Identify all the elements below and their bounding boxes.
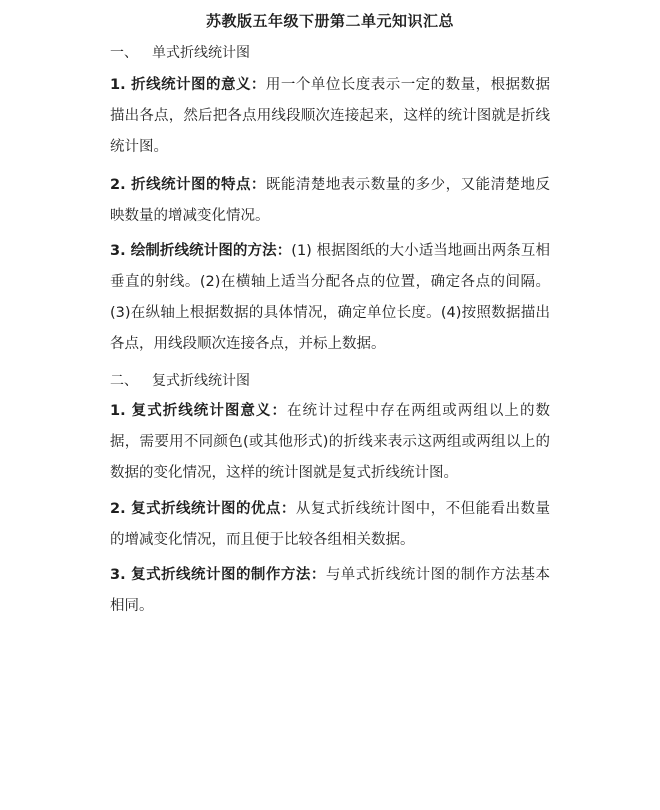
item-label: 2. 折线统计图的特点： — [110, 177, 266, 193]
section-heading-2 — [110, 370, 250, 392]
item-label: 3. 绘制折线统计图的方法： — [110, 243, 292, 259]
item-label: 2. 复式折线统计图的优点： — [110, 501, 296, 517]
section-heading-1 — [110, 42, 250, 64]
list-item — [110, 494, 550, 556]
item-label: 1. 复式折线统计图意义： — [110, 403, 287, 419]
item-text: 从复式折线统计图中，不但能看出数量的增减变化情况，而且便于比较各组相关数据。 — [110, 501, 550, 548]
list-item — [110, 236, 550, 360]
item-label: 1. 折线统计图的意义： — [110, 77, 266, 93]
section-title: 单式折线统计图 — [152, 45, 250, 61]
item-text: (1) 根据图纸的大小适当地画出两条互相垂直的射线。(2)在横轴上适当分配各点的位置，确定各点的间隔。(3)在纵轴上根据数据的具体情况，确定单位长度。(4)按照数据描出各点，用线段顺次连接各点，并标上数据。 — [110, 243, 550, 352]
item-text: 在统计过程中存在两组或两组以上的数据，需要用不同颜色(或其他形式)的折线来表示这两组或两组以上的数据的变化情况，这样的统计图就是复式折线统计图。 — [110, 403, 550, 481]
item-label: 3. 复式折线统计图的制作方法： — [110, 567, 326, 583]
section-title: 复式折线统计图 — [152, 373, 250, 389]
list-item — [110, 560, 550, 622]
list-item — [110, 170, 550, 232]
list-item — [110, 70, 550, 163]
section-number: 二、 — [110, 373, 138, 389]
item-text: 既能清楚地表示数量的多少，又能清楚地反映数量的增减变化情况。 — [110, 177, 550, 224]
list-item — [110, 396, 550, 489]
item-text: 用一个单位长度表示一定的数量，根据数据描出各点，然后把各点用线段顺次连接起来，这样的统计图就是折线统计图。 — [110, 77, 550, 155]
document-title: 苏教版五年级下册第二单元知识汇总 — [205, 12, 454, 30]
section-number: 一、 — [110, 45, 138, 61]
item-text: 与单式折线统计图的制作方法基本相同。 — [110, 567, 550, 614]
